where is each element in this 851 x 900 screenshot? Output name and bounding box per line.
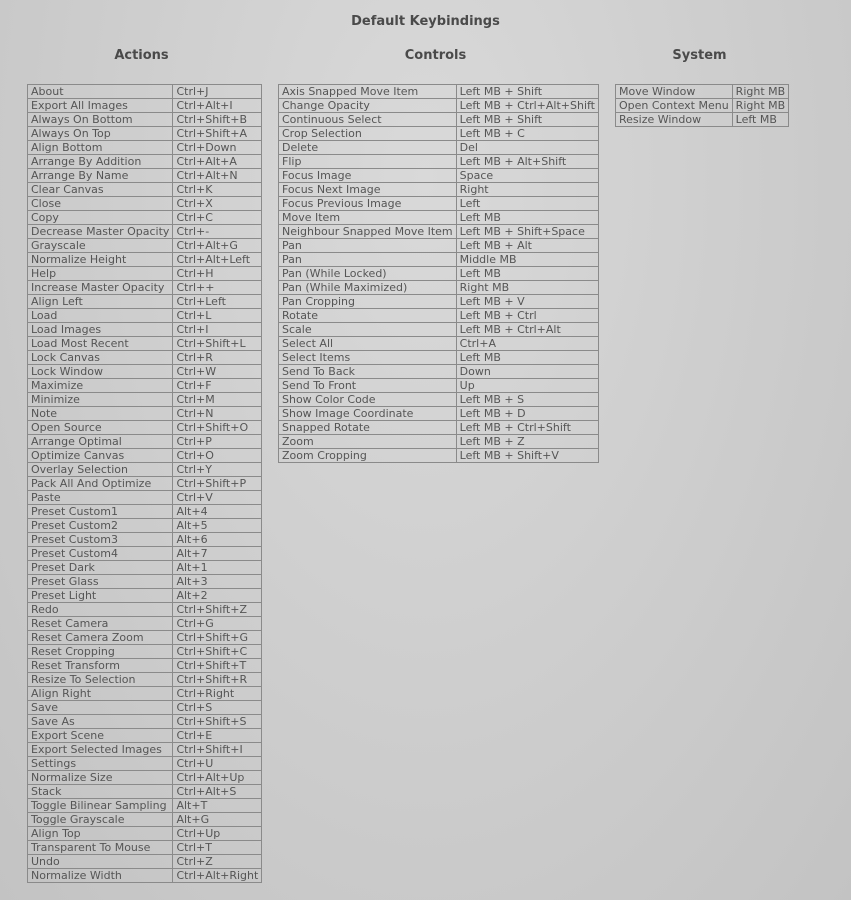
shortcut-cell: Left MB xyxy=(732,113,789,127)
shortcut-cell: Ctrl+H xyxy=(173,267,262,281)
shortcut-cell: Ctrl+Shift+O xyxy=(173,421,262,435)
shortcut-cell: Right MB xyxy=(456,281,598,295)
action-name-cell: Align Right xyxy=(28,687,173,701)
keybinding-row xyxy=(279,141,599,155)
shortcut-cell: Alt+1 xyxy=(173,561,262,575)
shortcut-cell: Ctrl+Alt+Up xyxy=(173,771,262,785)
keybinding-row xyxy=(28,99,262,113)
keybinding-row xyxy=(28,715,262,729)
keybinding-row xyxy=(28,477,262,491)
action-name-cell: Focus Previous Image xyxy=(279,197,457,211)
shortcut-cell: Down xyxy=(456,365,598,379)
action-name-cell: Zoom xyxy=(279,435,457,449)
keybinding-row xyxy=(28,435,262,449)
keybinding-row xyxy=(28,379,262,393)
action-name-cell: Preset Glass xyxy=(28,575,173,589)
keybinding-row xyxy=(28,519,262,533)
action-name-cell: Transparent To Mouse xyxy=(28,841,173,855)
keybinding-row xyxy=(28,267,262,281)
action-name-cell: Send To Back xyxy=(279,365,457,379)
keybinding-row xyxy=(28,197,262,211)
shortcut-cell: Left MB + Shift xyxy=(456,113,598,127)
action-name-cell: Select All xyxy=(279,337,457,351)
shortcut-cell: Ctrl+Shift+C xyxy=(173,645,262,659)
shortcut-cell: Ctrl+P xyxy=(173,435,262,449)
action-name-cell: Normalize Size xyxy=(28,771,173,785)
shortcut-cell: Ctrl+I xyxy=(173,323,262,337)
action-name-cell: Save As xyxy=(28,715,173,729)
action-name-cell: Pan (While Locked) xyxy=(279,267,457,281)
action-name-cell: Arrange Optimal xyxy=(28,435,173,449)
action-name-cell: Reset Cropping xyxy=(28,645,173,659)
shortcut-cell: Ctrl+Z xyxy=(173,855,262,869)
keybinding-row xyxy=(279,449,599,463)
keybinding-row xyxy=(279,337,599,351)
shortcut-cell: Middle MB xyxy=(456,253,598,267)
shortcut-cell: Ctrl+Left xyxy=(173,295,262,309)
action-name-cell: Neighbour Snapped Move Item xyxy=(279,225,457,239)
keybinding-row xyxy=(28,295,262,309)
action-name-cell: Flip xyxy=(279,155,457,169)
action-name-cell: Save xyxy=(28,701,173,715)
shortcut-cell: Ctrl+Alt+I xyxy=(173,99,262,113)
keybinding-row xyxy=(279,421,599,435)
shortcut-cell: Right MB xyxy=(732,99,789,113)
action-name-cell: Always On Top xyxy=(28,127,173,141)
action-name-cell: Grayscale xyxy=(28,239,173,253)
shortcut-cell: Left MB + Z xyxy=(456,435,598,449)
action-name-cell: Pan xyxy=(279,239,457,253)
shortcut-cell: Ctrl+Shift+L xyxy=(173,337,262,351)
keybinding-row xyxy=(279,239,599,253)
keybinding-row xyxy=(28,743,262,757)
shortcut-cell: Ctrl+R xyxy=(173,351,262,365)
action-name-cell: Lock Canvas xyxy=(28,351,173,365)
shortcut-cell: Ctrl+Shift+I xyxy=(173,743,262,757)
action-name-cell: Preset Custom4 xyxy=(28,547,173,561)
shortcut-cell: Left MB + S xyxy=(456,393,598,407)
shortcut-cell: Left MB + Ctrl+Shift xyxy=(456,421,598,435)
action-name-cell: Copy xyxy=(28,211,173,225)
shortcut-cell: Ctrl++ xyxy=(173,281,262,295)
actions-section-title: Actions xyxy=(114,48,169,63)
shortcut-cell: Ctrl+L xyxy=(173,309,262,323)
shortcut-cell: Ctrl+V xyxy=(173,491,262,505)
action-name-cell: Show Color Code xyxy=(279,393,457,407)
shortcut-cell: Ctrl+W xyxy=(173,365,262,379)
shortcut-cell: Alt+2 xyxy=(173,589,262,603)
keybinding-row xyxy=(28,323,262,337)
action-name-cell: Snapped Rotate xyxy=(279,421,457,435)
keybinding-row xyxy=(28,533,262,547)
action-name-cell: Normalize Width xyxy=(28,869,173,883)
action-name-cell: Paste xyxy=(28,491,173,505)
action-name-cell: Axis Snapped Move Item xyxy=(279,85,457,99)
shortcut-cell: Left MB xyxy=(456,267,598,281)
action-name-cell: Load Images xyxy=(28,323,173,337)
action-name-cell: Reset Camera xyxy=(28,617,173,631)
keybinding-row xyxy=(28,169,262,183)
keybinding-row xyxy=(28,113,262,127)
shortcut-cell: Alt+4 xyxy=(173,505,262,519)
keybinding-row xyxy=(279,155,599,169)
keybinding-row xyxy=(616,99,789,113)
controls-keybinding-table xyxy=(278,84,599,463)
keybinding-row xyxy=(279,197,599,211)
action-name-cell: Arrange By Name xyxy=(28,169,173,183)
shortcut-cell: Ctrl+Alt+G xyxy=(173,239,262,253)
shortcut-cell: Left MB + Ctrl+Alt xyxy=(456,323,598,337)
shortcut-cell: Left MB + Ctrl+Alt+Shift xyxy=(456,99,598,113)
shortcut-cell: Left MB + Alt+Shift xyxy=(456,155,598,169)
action-name-cell: Rotate xyxy=(279,309,457,323)
shortcut-cell: Ctrl+- xyxy=(173,225,262,239)
action-name-cell: Resize To Selection xyxy=(28,673,173,687)
keybinding-row xyxy=(28,127,262,141)
keybinding-row xyxy=(28,211,262,225)
keybinding-row xyxy=(279,281,599,295)
shortcut-cell: Space xyxy=(456,169,598,183)
keybinding-row xyxy=(28,337,262,351)
shortcut-cell: Ctrl+Alt+Right xyxy=(173,869,262,883)
shortcut-cell: Right xyxy=(456,183,598,197)
action-name-cell: Pack All And Optimize xyxy=(28,477,173,491)
action-name-cell: Scale xyxy=(279,323,457,337)
shortcut-cell: Ctrl+Alt+A xyxy=(173,155,262,169)
keybinding-row xyxy=(28,771,262,785)
shortcut-cell: Up xyxy=(456,379,598,393)
keybinding-row xyxy=(279,407,599,421)
action-name-cell: Pan (While Maximized) xyxy=(279,281,457,295)
action-name-cell: Select Items xyxy=(279,351,457,365)
shortcut-cell: Alt+5 xyxy=(173,519,262,533)
keybinding-row xyxy=(28,393,262,407)
keybinding-row xyxy=(28,85,262,99)
keybinding-row xyxy=(28,155,262,169)
shortcut-cell: Ctrl+M xyxy=(173,393,262,407)
shortcut-cell: Left MB + Shift+Space xyxy=(456,225,598,239)
action-name-cell: Normalize Height xyxy=(28,253,173,267)
keybinding-row xyxy=(28,813,262,827)
action-name-cell: Export Selected Images xyxy=(28,743,173,757)
action-name-cell: About xyxy=(28,85,173,99)
shortcut-cell: Left MB + V xyxy=(456,295,598,309)
keybinding-row xyxy=(28,799,262,813)
shortcut-cell: Alt+7 xyxy=(173,547,262,561)
shortcut-cell: Ctrl+J xyxy=(173,85,262,99)
shortcut-cell: Ctrl+Shift+P xyxy=(173,477,262,491)
action-name-cell: Continuous Select xyxy=(279,113,457,127)
action-name-cell: Preset Dark xyxy=(28,561,173,575)
action-name-cell: Minimize xyxy=(28,393,173,407)
keybinding-row xyxy=(279,127,599,141)
action-name-cell: Stack xyxy=(28,785,173,799)
shortcut-cell: Ctrl+Shift+Z xyxy=(173,603,262,617)
action-name-cell: Reset Camera Zoom xyxy=(28,631,173,645)
action-name-cell: Preset Custom1 xyxy=(28,505,173,519)
keybinding-row xyxy=(279,323,599,337)
keybinding-row xyxy=(279,393,599,407)
action-name-cell: Load Most Recent xyxy=(28,337,173,351)
keybinding-row xyxy=(28,841,262,855)
action-name-cell: Focus Next Image xyxy=(279,183,457,197)
shortcut-cell: Ctrl+Shift+T xyxy=(173,659,262,673)
shortcut-cell: Ctrl+Alt+Left xyxy=(173,253,262,267)
shortcut-cell: Ctrl+Shift+G xyxy=(173,631,262,645)
action-name-cell: Help xyxy=(28,267,173,281)
keybinding-row xyxy=(28,505,262,519)
action-name-cell: Export All Images xyxy=(28,99,173,113)
action-name-cell: Preset Light xyxy=(28,589,173,603)
action-name-cell: Move Item xyxy=(279,211,457,225)
keybinding-row xyxy=(279,211,599,225)
keybinding-row xyxy=(28,183,262,197)
keybinding-row xyxy=(28,827,262,841)
shortcut-cell: Ctrl+S xyxy=(173,701,262,715)
action-name-cell: Clear Canvas xyxy=(28,183,173,197)
keybinding-row xyxy=(279,267,599,281)
action-name-cell: Crop Selection xyxy=(279,127,457,141)
system-keybinding-table xyxy=(615,84,789,127)
keybinding-row xyxy=(616,85,789,99)
shortcut-cell: Ctrl+C xyxy=(173,211,262,225)
keybinding-row xyxy=(28,141,262,155)
keybinding-row xyxy=(28,617,262,631)
shortcut-cell: Ctrl+Alt+N xyxy=(173,169,262,183)
keybinding-row xyxy=(28,561,262,575)
shortcut-cell: Ctrl+X xyxy=(173,197,262,211)
shortcut-cell: Ctrl+T xyxy=(173,841,262,855)
action-name-cell: Toggle Grayscale xyxy=(28,813,173,827)
keybinding-row xyxy=(28,491,262,505)
action-name-cell: Preset Custom3 xyxy=(28,533,173,547)
keybinding-row xyxy=(28,309,262,323)
keybinding-row xyxy=(279,99,599,113)
action-name-cell: Note xyxy=(28,407,173,421)
shortcut-cell: Ctrl+Shift+A xyxy=(173,127,262,141)
shortcut-cell: Left MB + Alt xyxy=(456,239,598,253)
keybinding-row xyxy=(279,351,599,365)
shortcut-cell: Left MB + Shift+V xyxy=(456,449,598,463)
action-name-cell: Delete xyxy=(279,141,457,155)
keybinding-row xyxy=(28,729,262,743)
shortcut-cell: Ctrl+Down xyxy=(173,141,262,155)
keybinding-row xyxy=(28,449,262,463)
keybinding-row xyxy=(28,407,262,421)
action-name-cell: Show Image Coordinate xyxy=(279,407,457,421)
keybinding-row xyxy=(279,85,599,99)
keybinding-row xyxy=(28,673,262,687)
action-name-cell: Optimize Canvas xyxy=(28,449,173,463)
shortcut-cell: Left MB + Ctrl xyxy=(456,309,598,323)
keybinding-row xyxy=(28,253,262,267)
action-name-cell: Lock Window xyxy=(28,365,173,379)
shortcut-cell: Ctrl+Up xyxy=(173,827,262,841)
keybinding-row xyxy=(28,757,262,771)
action-name-cell: Open Context Menu xyxy=(616,99,733,113)
keybinding-row xyxy=(279,113,599,127)
keybinding-row xyxy=(616,113,789,127)
shortcut-cell: Alt+6 xyxy=(173,533,262,547)
action-name-cell: Redo xyxy=(28,603,173,617)
page-title: Default Keybindings xyxy=(351,14,500,29)
keybinding-row xyxy=(28,869,262,883)
keybinding-row xyxy=(279,295,599,309)
shortcut-cell: Ctrl+Alt+S xyxy=(173,785,262,799)
action-name-cell: Arrange By Addition xyxy=(28,155,173,169)
action-name-cell: Always On Bottom xyxy=(28,113,173,127)
action-name-cell: Pan Cropping xyxy=(279,295,457,309)
action-name-cell: Send To Front xyxy=(279,379,457,393)
shortcut-cell: Del xyxy=(456,141,598,155)
shortcut-cell: Alt+G xyxy=(173,813,262,827)
keybinding-row xyxy=(28,463,262,477)
keybinding-row xyxy=(28,645,262,659)
keybinding-row xyxy=(28,239,262,253)
action-name-cell: Preset Custom2 xyxy=(28,519,173,533)
shortcut-cell: Ctrl+K xyxy=(173,183,262,197)
keybinding-row xyxy=(279,379,599,393)
shortcut-cell: Left xyxy=(456,197,598,211)
action-name-cell: Pan xyxy=(279,253,457,267)
controls-section-title: Controls xyxy=(404,48,467,63)
action-name-cell: Align Left xyxy=(28,295,173,309)
keybinding-row xyxy=(28,351,262,365)
keybinding-row xyxy=(279,225,599,239)
action-name-cell: Align Bottom xyxy=(28,141,173,155)
action-name-cell: Align Top xyxy=(28,827,173,841)
action-name-cell: Resize Window xyxy=(616,113,733,127)
keybinding-row xyxy=(28,365,262,379)
keybinding-row xyxy=(279,365,599,379)
keybinding-row xyxy=(28,225,262,239)
keybinding-row xyxy=(28,589,262,603)
action-name-cell: Change Opacity xyxy=(279,99,457,113)
action-name-cell: Maximize xyxy=(28,379,173,393)
keybinding-row xyxy=(28,575,262,589)
keybinding-row xyxy=(279,253,599,267)
shortcut-cell: Left MB xyxy=(456,351,598,365)
action-name-cell: Close xyxy=(28,197,173,211)
shortcut-cell: Ctrl+Shift+S xyxy=(173,715,262,729)
keybinding-row xyxy=(28,701,262,715)
shortcut-cell: Left MB + Shift xyxy=(456,85,598,99)
shortcut-cell: Ctrl+E xyxy=(173,729,262,743)
shortcut-cell: Left MB + D xyxy=(456,407,598,421)
action-name-cell: Load xyxy=(28,309,173,323)
keybinding-row xyxy=(28,421,262,435)
system-section-title: System xyxy=(672,48,727,63)
shortcut-cell: Ctrl+U xyxy=(173,757,262,771)
action-name-cell: Overlay Selection xyxy=(28,463,173,477)
action-name-cell: Undo xyxy=(28,855,173,869)
shortcut-cell: Ctrl+Shift+B xyxy=(173,113,262,127)
action-name-cell: Decrease Master Opacity xyxy=(28,225,173,239)
shortcut-cell: Alt+3 xyxy=(173,575,262,589)
shortcut-cell: Alt+T xyxy=(173,799,262,813)
keybinding-row xyxy=(28,603,262,617)
action-name-cell: Toggle Bilinear Sampling xyxy=(28,799,173,813)
keybinding-row xyxy=(28,631,262,645)
shortcut-cell: Ctrl+G xyxy=(173,617,262,631)
keybinding-row xyxy=(279,183,599,197)
shortcut-cell: Ctrl+Right xyxy=(173,687,262,701)
actions-keybinding-table xyxy=(27,84,262,883)
shortcut-cell: Ctrl+F xyxy=(173,379,262,393)
shortcut-cell: Left MB + C xyxy=(456,127,598,141)
shortcut-cell: Right MB xyxy=(732,85,789,99)
keybinding-row xyxy=(28,659,262,673)
keybinding-row xyxy=(279,309,599,323)
keybinding-row xyxy=(28,281,262,295)
action-name-cell: Focus Image xyxy=(279,169,457,183)
keybinding-row xyxy=(28,855,262,869)
action-name-cell: Zoom Cropping xyxy=(279,449,457,463)
keybinding-row xyxy=(28,687,262,701)
keybinding-row xyxy=(279,435,599,449)
action-name-cell: Export Scene xyxy=(28,729,173,743)
keybinding-row xyxy=(28,785,262,799)
shortcut-cell: Ctrl+O xyxy=(173,449,262,463)
action-name-cell: Open Source xyxy=(28,421,173,435)
action-name-cell: Settings xyxy=(28,757,173,771)
shortcut-cell: Ctrl+N xyxy=(173,407,262,421)
keybinding-row xyxy=(279,169,599,183)
shortcut-cell: Left MB xyxy=(456,211,598,225)
keybinding-row xyxy=(28,547,262,561)
shortcut-cell: Ctrl+Shift+R xyxy=(173,673,262,687)
action-name-cell: Move Window xyxy=(616,85,733,99)
action-name-cell: Increase Master Opacity xyxy=(28,281,173,295)
shortcut-cell: Ctrl+Y xyxy=(173,463,262,477)
shortcut-cell: Ctrl+A xyxy=(456,337,598,351)
action-name-cell: Reset Transform xyxy=(28,659,173,673)
